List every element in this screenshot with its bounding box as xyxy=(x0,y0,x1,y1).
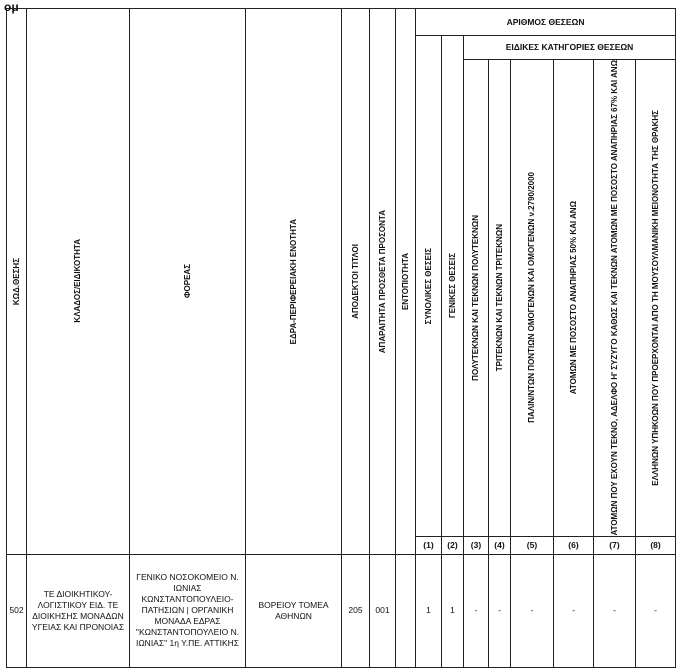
cell-branch: ΤΕ ΔΙΟΙΚΗΤΙΚΟΥ-ΛΟΓΙΣΤΙΚΟΥ ΕΙΔ. ΤΕ ΔΙΟΙΚΗΣΗΣ ΜΟΝΑΔΩΝ ΥΓΕΙΑΣ ΚΑΙ ΠΡΟΝΟΙΑΣ xyxy=(27,554,130,667)
cell-cat8: - xyxy=(636,554,676,667)
header-cat3: ΠΟΛΥΤΕΚΝΩΝ ΚΑΙ ΤΕΚΝΩΝ ΠΟΛΥΤΕΚΝΩΝ xyxy=(464,60,489,537)
cell-cat4: - xyxy=(489,554,511,667)
header-special: ΕΙΔΙΚΕΣ ΚΑΤΗΓΟΡΙΕΣ ΘΕΣΕΩΝ xyxy=(464,36,676,60)
col-number: (4) xyxy=(489,536,511,554)
header-titles: ΑΠΟΔΕΚΤΟΙ ΤΙΤΛΟΙ xyxy=(342,9,370,555)
header-cat8: ΕΛΛΗΝΩΝ ΥΠΗΚΟΩΝ ΠΟΥ ΠΡΟΕΡΧΟΝΤΑΙ ΑΠΟ ΤΗ ΜΟΥΣΟΥΛΜΑΝΙΚΗ ΜΕΙΟΝΟΤΗΤΑ ΤΗΣ ΘΡΑΚΗΣ xyxy=(636,60,676,537)
col-number: (6) xyxy=(554,536,594,554)
cell-cat7: - xyxy=(594,554,636,667)
cell-total: 1 xyxy=(416,554,442,667)
header-general: ΓΕΝΙΚΕΣ ΘΕΣΕΙΣ xyxy=(442,36,464,537)
cell-general: 1 xyxy=(442,554,464,667)
cell-cat3: - xyxy=(464,554,489,667)
col-number: (2) xyxy=(442,536,464,554)
col-number: (5) xyxy=(511,536,554,554)
header-seat: ΕΔΡΑ-ΠΕΡΙΦΕΡΕΙΑΚΗ ΕΝΟΤΗΤΑ xyxy=(246,9,342,555)
col-number: (1) xyxy=(416,536,442,554)
cell-agency: ΓΕΝΙΚΟ ΝΟΣΟΚΟΜΕΙΟ Ν. ΙΩΝΙΑΣ ΚΩΝΣΤΑΝΤΟΠΟΥΛΕΙΟ-ΠΑΤΗΣΙΩΝ | ΟΡΓΑΝΙΚΗ ΜΟΝΑΔΑ ΕΔΡΑΣ "ΚΩΝΣΤΑΝΤΟΠΟΥΛΕΙΟ Ν. ΙΩΝΙΑΣ" 1η Υ.ΠΕ. ΑΤΤΙΚΗΣ xyxy=(130,554,246,667)
header-cat6: ΑΤΟΜΩΝ ΜΕ ΠΟΣΟΣΤΟ ΑΝΑΠΗΡΙΑΣ 50% ΚΑΙ ΑΝΩ xyxy=(554,60,594,537)
cell-cat6: - xyxy=(554,554,594,667)
header-agency: ΦΟΡΕΑΣ xyxy=(130,9,246,555)
header-cat7: ΑΤΟΜΩΝ ΠΟΥ ΕΧΟΥΝ ΤΕΚΝΟ, ΑΔΕΛΦΟ Η' ΣΥΖΥΓΟ ΚΑΘΩΣ ΚΑΙ ΤΕΚΝΩΝ ΑΤΟΜΩΝ ΜΕ ΠΟΣΟΣΤΟ ΑΝΑΠΗΡΙΑΣ 67% ΚΑΙ ΑΝΩ xyxy=(594,60,636,537)
page-label: ομ xyxy=(4,0,19,14)
cell-locality xyxy=(396,554,416,667)
header-locality: ΕΝΤΟΠΙΟΤΗΤΑ xyxy=(396,9,416,555)
col-number: (7) xyxy=(594,536,636,554)
header-extra-quals: ΑΠΑΡΑΙΤΗΤΑ ΠΡΟΣΘΕΤΑ ΠΡΟΣΟΝΤΑ xyxy=(370,9,396,555)
header-cat4: ΤΡΙΤΕΚΝΩΝ ΚΑΙ ΤΕΚΝΩΝ ΤΡΙΤΕΚΝΩΝ xyxy=(489,60,511,537)
cell-extra-quals: 001 xyxy=(370,554,396,667)
header-code: ΚΩΔ.ΘΕΣΗΣ xyxy=(7,9,27,555)
col-number: (8) xyxy=(636,536,676,554)
header-total: ΣΥΝΟΛΙΚΕΣ ΘΕΣΕΙΣ xyxy=(416,36,442,537)
header-cat5: ΠΑΛΙΝ/ΝΤΩΝ ΠΟΝΤΙΩΝ ΟΜΟΓΕΝΩΝ ΚΑΙ ΟΜΟΓΕΝΩΝ ν.2790/2000 xyxy=(511,60,554,537)
table-row xyxy=(7,554,676,667)
cell-cat5: - xyxy=(511,554,554,667)
cell-seat: ΒΟΡΕΙΟΥ ΤΟΜΕΑ ΑΘΗΝΩΝ xyxy=(246,554,342,667)
col-number: (3) xyxy=(464,536,489,554)
header-positions-count: ΑΡΙΘΜΟΣ ΘΕΣΕΩΝ xyxy=(416,9,676,36)
cell-titles: 205 xyxy=(342,554,370,667)
cell-code: 502 xyxy=(7,554,27,667)
positions-table xyxy=(6,8,676,668)
header-branch: ΚΛΑΔΟΣ/ΕΙΔΙΚΟΤΗΤΑ xyxy=(27,9,130,555)
